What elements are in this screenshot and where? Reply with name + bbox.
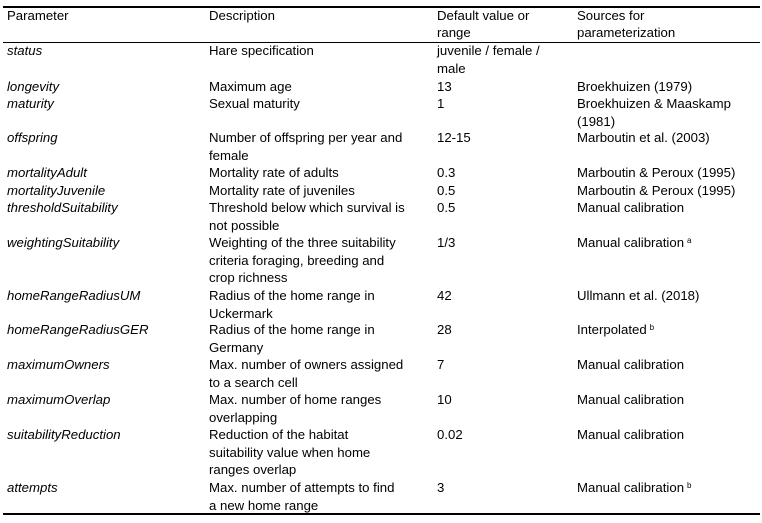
cell-source: Manual calibration [577, 357, 685, 372]
cell-default: 13 [437, 79, 452, 94]
cell-parameter: offspring [7, 130, 58, 145]
cell-description: to a search cell [209, 374, 298, 390]
cell-description: Max. number of attempts to find [209, 480, 395, 495]
footnote-marker: b [649, 323, 655, 332]
cell-parameter: suitabilityReduction [7, 427, 121, 442]
header-description: Description [209, 8, 275, 23]
cell-description: Uckermark [209, 305, 273, 321]
footnote-marker: a [687, 236, 692, 245]
header-default-line2: range [437, 25, 471, 40]
footnote-marker: b [687, 481, 692, 490]
cell-description: Number of offspring per year and [209, 130, 403, 145]
cell-source: Broekhuizen (1979) [577, 79, 693, 94]
cell-description: female [209, 147, 249, 163]
cell-description: Mortality rate of juveniles [209, 183, 355, 198]
cell-description: suitability value when home [209, 444, 371, 460]
cell-default: 0.5 [437, 183, 456, 198]
cell-default: 0.02 [437, 427, 463, 442]
cell-parameter: attempts [7, 480, 58, 495]
cell-parameter: maturity [7, 96, 54, 111]
cell-description: Germany [209, 339, 264, 355]
cell-parameter: status [7, 43, 43, 58]
cell-default: 12-15 [437, 130, 471, 145]
header-sources-line1: Sources for [577, 8, 645, 23]
cell-default: 0.5 [437, 200, 456, 215]
cell-description: Reduction of the habitat [209, 427, 349, 442]
cell-source: Manual calibration [577, 200, 685, 215]
cell-default: 7 [437, 357, 445, 372]
cell-default: juvenile / female / [437, 43, 540, 58]
cell-parameter: weightingSuitability [7, 235, 120, 250]
cell-source: Manual calibration $^b$ [577, 480, 692, 495]
cell-default: 28 [437, 322, 452, 337]
cell-default: 10 [437, 392, 452, 407]
cell-parameter: maximumOverlap [7, 392, 111, 407]
cell-description: Radius of the home range in [209, 288, 375, 303]
cell-source: (1981) [577, 113, 616, 129]
cell-description: Mortality rate of adults [209, 165, 339, 180]
cell-source: Marboutin & Peroux (1995) [577, 183, 736, 198]
cell-default: 1/3 [437, 235, 456, 250]
cell-parameter: mortalityAdult [7, 165, 87, 180]
cell-description: Hare specification [209, 43, 314, 58]
cell-parameter: longevity [7, 79, 60, 94]
cell-source: Marboutin & Peroux (1995) [577, 165, 736, 180]
cell-source: Marboutin et al. (2003) [577, 130, 710, 145]
cell-description: criteria foraging, breeding and [209, 252, 385, 268]
cell-source: Ullmann et al. (2018) [577, 288, 700, 303]
cell-description: Max. number of home ranges [209, 392, 382, 407]
cell-description: a new home range [209, 497, 319, 513]
cell-default: 3 [437, 480, 445, 495]
cell-source: Manual calibration [577, 392, 685, 407]
cell-description: Maximum age [209, 79, 292, 94]
cell-default: 1 [437, 96, 445, 111]
cell-parameter: thresholdSuitability [7, 200, 118, 215]
table-bottom-rule [3, 513, 760, 515]
cell-description: crop richness [209, 270, 288, 285]
cell-source: Manual calibration [577, 427, 685, 442]
cell-default: 0.3 [437, 165, 456, 180]
table-header-rule [3, 42, 760, 43]
cell-default: male [437, 60, 466, 76]
header-parameter: Parameter [7, 8, 69, 23]
cell-source: Interpolated $^b$ [577, 322, 655, 337]
cell-description: Weighting of the three suitability [209, 235, 396, 250]
cell-description: ranges overlap [209, 462, 297, 477]
cell-description: not possible [209, 217, 280, 233]
header-sources-line2: parameterization [577, 25, 676, 40]
cell-parameter: homeRangeRadiusUM [7, 288, 141, 303]
cell-description: Threshold below which survival is [209, 200, 405, 215]
cell-description: Radius of the home range in [209, 322, 375, 337]
cell-description: Max. number of owners assigned [209, 357, 404, 372]
cell-parameter: mortalityJuvenile [7, 183, 106, 198]
cell-parameter: homeRangeRadiusGER [7, 322, 149, 337]
cell-source: Manual calibration $^a$ [577, 235, 692, 250]
cell-default: 42 [437, 288, 452, 303]
cell-description: overlapping [209, 409, 278, 425]
cell-parameter: maximumOwners [7, 357, 110, 372]
cell-description: Sexual maturity [209, 96, 300, 111]
cell-source: Broekhuizen & Maaskamp [577, 96, 731, 111]
header-default-line1: Default value or [437, 8, 530, 23]
table-top-rule [3, 6, 760, 8]
